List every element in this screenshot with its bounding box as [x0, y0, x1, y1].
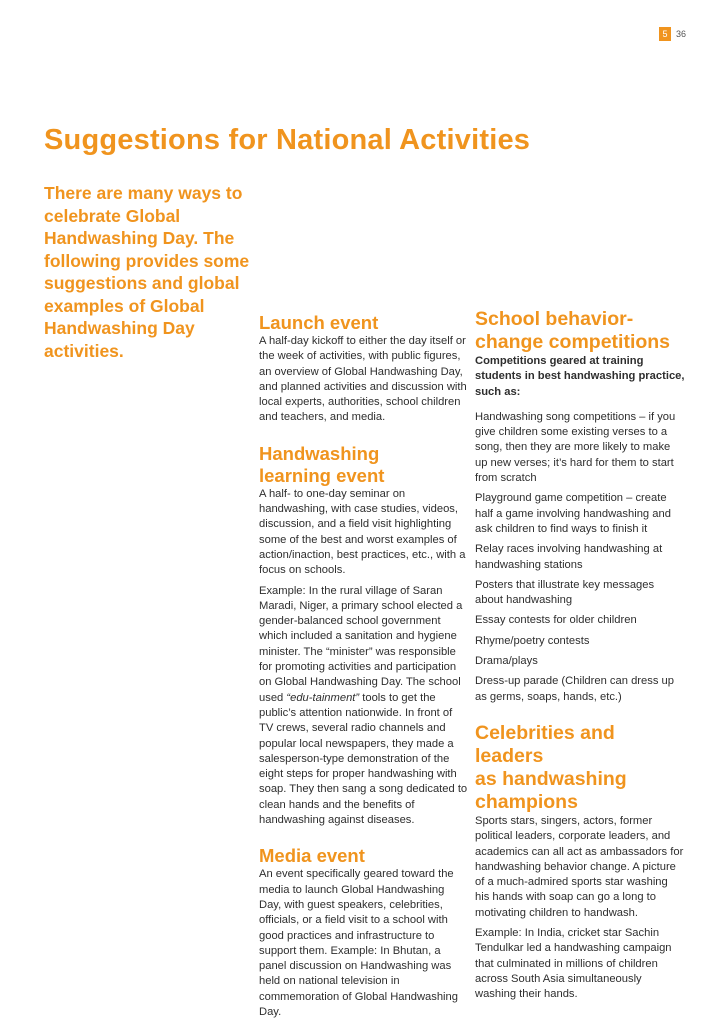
competition-item: Drama/plays	[475, 655, 538, 668]
learning-event-example	[259, 584, 469, 829]
example-italic-term: “edu-tainment”	[286, 691, 360, 704]
celebrities-heading-line2: as handwashing	[475, 767, 627, 790]
competition-item: Dress-up parade (Children can dress up as germs, soaps, hands, etc.)	[475, 675, 674, 703]
learning-heading-line2: learning event	[259, 464, 385, 486]
learning-event-body: A half- to one-day seminar on handwashing, with case studies, videos, discussion, and a field visit highlighting some of the best and worst examples of action/inaction, best practices, etc., with a focus on schools.	[259, 487, 466, 577]
page-indicator	[659, 27, 686, 41]
competition-item: Relay races involving handwashing at handwashing stations	[475, 543, 663, 571]
celebrities-heading-line1: Celebrities and leaders	[475, 721, 615, 767]
intro-text: There are many ways to celebrate Global Handwashing Day. The following provides some suggestions and global examples of Global Handwashing Day activities.	[44, 183, 250, 361]
competition-item: Rhyme/poetry contests	[475, 634, 590, 647]
celebrities-body: Sports stars, singers, actors, former political leaders, corporate leaders, and academics can all act as ambassadors for handwashing behavior change. A picture of a much-admired sports star washing his hands with soap can go a long to motivating children to handwash.	[475, 814, 684, 919]
page-title: Suggestions for National Activities	[44, 124, 531, 156]
section-number-badge: 5	[659, 27, 671, 41]
example-text-part2: tools to get the public’s attention nationwide. In front of TV crews, several radio channels and popular local newspapers, they made a salesperson-type demonstration of the eight steps for proper handwashing with soap. They then sang a song dedicated to clean hands and the benefits of handwashing against diseases.	[259, 691, 468, 827]
right-column	[475, 308, 685, 1008]
school-competitions-heading	[475, 308, 685, 354]
competition-item: Playground game competition – create half a game involving handwashing and ask children to find ways to finish it	[475, 492, 671, 535]
media-event-body: An event specifically geared toward the media to launch Global Handwashing Day, with guest speakers, celebrities, officials, or a field visit to a school with good practices and infrastructure to support them. Example: In Bhutan, a panel discussion on Handwashing was held on national television in commemoration of Global Handwashing Day.	[259, 868, 458, 1018]
learning-heading-line1: Handwashing	[259, 442, 380, 464]
school-heading-line1: School behavior-	[475, 308, 634, 330]
competition-item: Posters that illustrate key messages about handwashing	[475, 578, 655, 607]
celebrities-heading	[475, 722, 685, 814]
middle-column	[259, 312, 469, 1025]
learning-event-heading	[259, 443, 469, 487]
launch-event-heading: Launch event	[259, 312, 379, 333]
school-competitions-lead: Competitions geared at training students in best handwashing practice, such as:	[475, 355, 685, 398]
celebrities-heading-line3: champions	[475, 790, 578, 813]
school-heading-line2: change competitions	[475, 331, 671, 353]
celebrities-example: Example: In India, cricket star Sachin Tendulkar led a handwashing campaign that culminated in millions of children across South Asia simultaneously washing their hands.	[475, 927, 672, 1001]
competition-item: Handwashing song competitions – if you give children some existing verses to a song, then they are more likely to make up new verses; it’s hard for them to start from scratch	[475, 410, 676, 485]
competition-item: Essay contests for older children	[475, 614, 637, 627]
example-text-part1: Example: In the rural village of Saran Maradi, Niger, a primary school elected a gender-balanced school government which included a sanitation and hygiene minister. The “minister” was responsible for promoting activities and participation on Global Handwashing Day. The school used	[259, 584, 463, 704]
media-event-heading: Media event	[259, 845, 365, 867]
launch-event-body: A half-day kickoff to either the day itself or the week of activities, with public figures, an overview of Global Handwashing Day, and planned activities and discussion with local experts, authorities, school children and teachers, and media.	[259, 335, 467, 424]
page-number: 36	[676, 29, 687, 39]
